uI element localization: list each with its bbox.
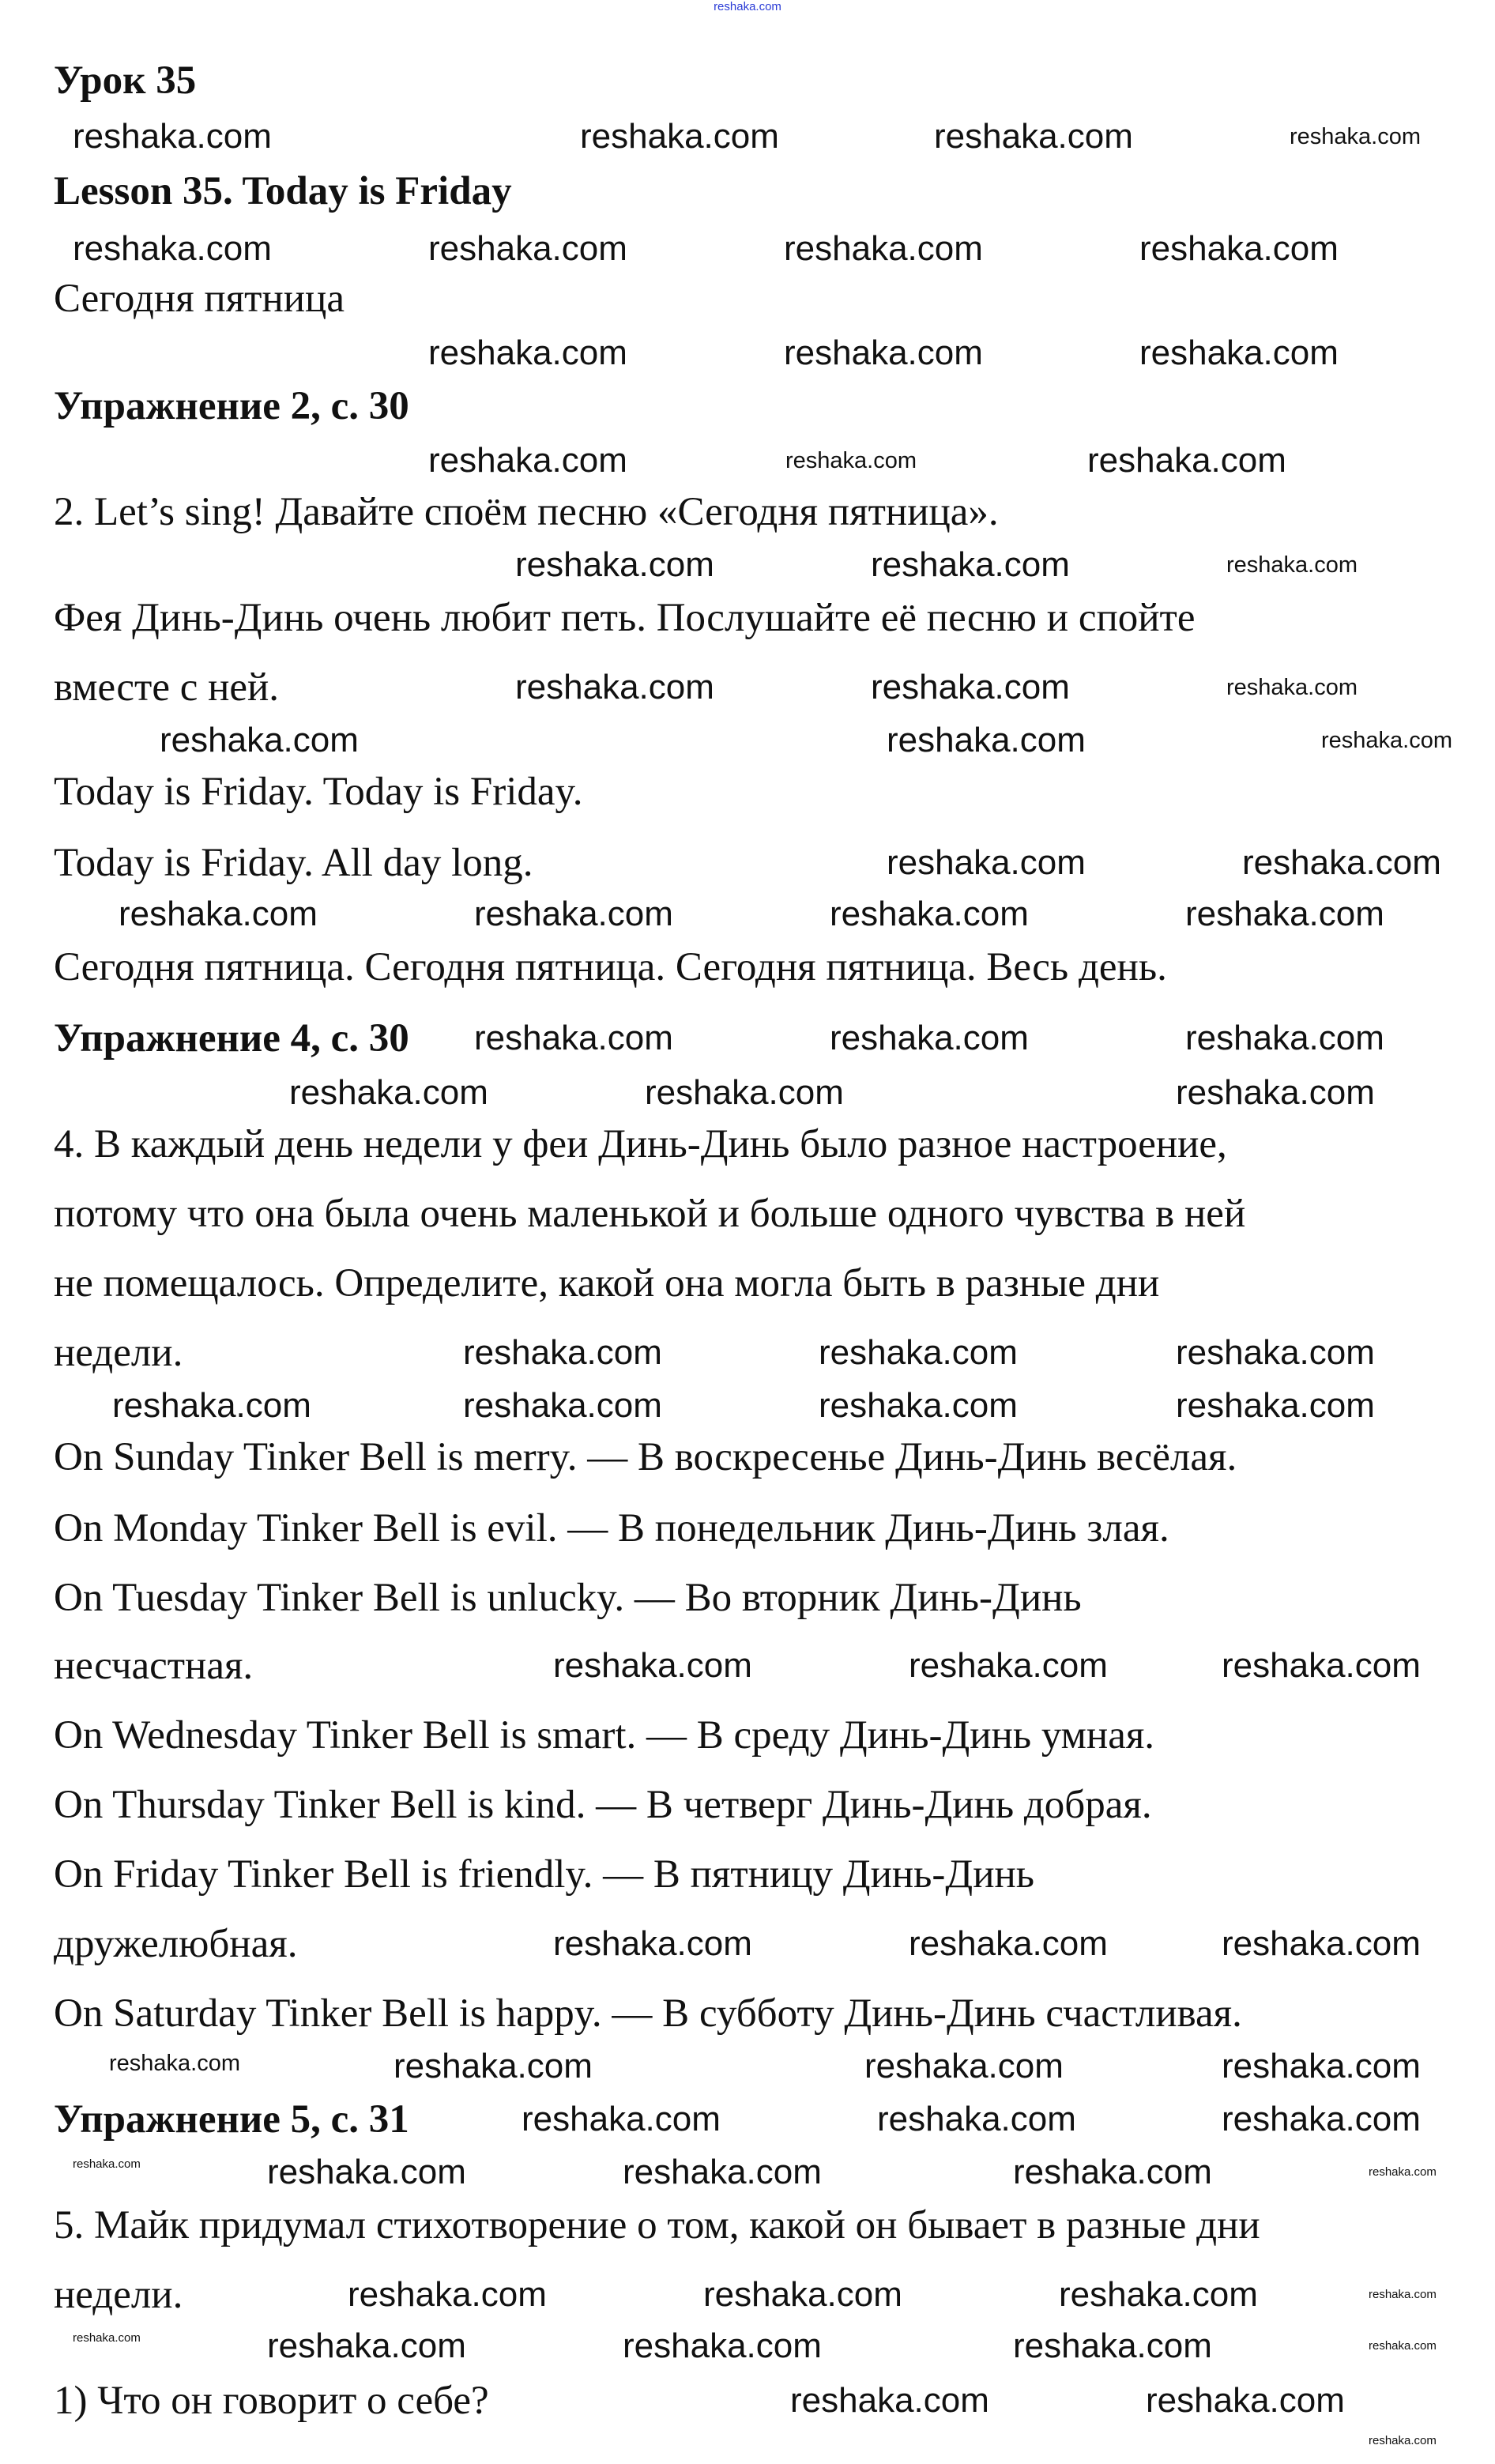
watermark: reshaka.com xyxy=(428,229,627,268)
watermark: reshaka.com xyxy=(703,2275,902,2314)
watermark: reshaka.com xyxy=(1369,2165,1437,2179)
watermark: reshaka.com xyxy=(784,333,983,372)
watermark: reshaka.com xyxy=(1087,441,1286,480)
answer-line: On Thursday Tinker Bell is kind. — В четверг Динь-Динь добрая. xyxy=(54,1783,1152,1827)
watermark: reshaka.com xyxy=(73,2331,141,2345)
watermark: reshaka.com xyxy=(1369,2434,1437,2447)
watermark: reshaka.com xyxy=(784,229,983,268)
watermark: reshaka.com xyxy=(645,1073,844,1112)
answer-line: On Tuesday Tinker Bell is unlucky. — Во вторник Динь-Динь xyxy=(54,1576,1082,1620)
watermark: reshaka.com xyxy=(1226,675,1358,700)
watermark: reshaka.com xyxy=(909,1646,1108,1685)
watermark: reshaka.com xyxy=(785,448,917,473)
watermark: reshaka.com xyxy=(1369,2288,1437,2301)
watermark: reshaka.com xyxy=(887,721,1086,759)
watermark: reshaka.com xyxy=(1222,1924,1421,1963)
song-line: Today is Friday. Today is Friday. xyxy=(54,770,583,814)
watermark: reshaka.com xyxy=(109,2051,241,2076)
watermark: reshaka.com xyxy=(394,2047,593,2085)
exercise-2-heading: Упражнение 2, с. 30 xyxy=(54,384,409,428)
watermark: reshaka.com xyxy=(1226,552,1358,578)
watermark: reshaka.com xyxy=(515,668,714,706)
watermark: reshaka.com xyxy=(267,2153,466,2191)
watermark: reshaka.com xyxy=(1242,843,1441,882)
watermark: reshaka.com xyxy=(73,229,272,268)
watermark: reshaka.com xyxy=(934,117,1133,156)
exercise-2-desc: вместе с ней. xyxy=(54,665,280,710)
watermark: reshaka.com xyxy=(877,2100,1076,2138)
exercise-4-heading: Упражнение 4, с. 30 xyxy=(54,1016,409,1061)
exercise-5-task: недели. xyxy=(54,2273,183,2317)
page-title: Урок 35 xyxy=(54,58,197,103)
watermark: reshaka.com xyxy=(1369,2339,1437,2353)
watermark: reshaka.com xyxy=(267,2326,466,2365)
answer-line: On Friday Tinker Bell is friendly. — В пятницу Динь-Динь xyxy=(54,1852,1035,1897)
watermark: reshaka.com xyxy=(1139,333,1339,372)
answer-line: On Monday Tinker Bell is evil. — В понедельник Динь-Динь злая. xyxy=(54,1506,1169,1550)
answer-line: On Wednesday Tinker Bell is smart. — В среду Динь-Динь умная. xyxy=(54,1713,1155,1758)
watermark: reshaka.com xyxy=(819,1386,1018,1425)
watermark: reshaka.com xyxy=(112,1386,311,1425)
watermark: reshaka.com xyxy=(887,843,1086,882)
song-line: Today is Friday. All day long. xyxy=(54,841,533,885)
watermark: reshaka.com xyxy=(1176,1333,1375,1372)
watermark: reshaka.com xyxy=(830,1019,1029,1057)
watermark: reshaka.com xyxy=(463,1333,662,1372)
watermark: reshaka.com xyxy=(623,2153,822,2191)
watermark: reshaka.com xyxy=(553,1646,752,1685)
watermark: reshaka.com xyxy=(463,1386,662,1425)
exercise-4-task: 4. В каждый день недели у феи Динь-Динь было разное настроение, xyxy=(54,1122,1227,1166)
watermark: reshaka.com xyxy=(73,2157,141,2171)
watermark: reshaka.com xyxy=(1290,124,1422,149)
watermark: reshaka.com xyxy=(871,668,1070,706)
watermark: reshaka.com xyxy=(160,721,359,759)
watermark: reshaka.com xyxy=(1059,2275,1258,2314)
watermark: reshaka.com xyxy=(1185,895,1384,933)
watermark: reshaka.com xyxy=(553,1924,752,1963)
answer-line: On Sunday Tinker Bell is merry. — В воскресенье Динь-Динь весёлая. xyxy=(54,1435,1237,1479)
exercise-4-task: не помещалось. Определите, какой она могла быть в разные дни xyxy=(54,1261,1160,1305)
watermark: reshaka.com xyxy=(474,1019,673,1057)
watermark: reshaka.com xyxy=(1013,2153,1212,2191)
watermark: reshaka.com xyxy=(474,895,673,933)
watermark: reshaka.com xyxy=(289,1073,488,1112)
watermark: reshaka.com xyxy=(1176,1073,1375,1112)
watermark: reshaka.com xyxy=(623,2326,822,2365)
exercise-4-task: потому что она была очень маленькой и больше одного чувства в ней xyxy=(54,1192,1246,1236)
answer-line: дружелюбная. xyxy=(54,1922,298,1966)
watermark: reshaka.com xyxy=(428,441,627,480)
watermark: reshaka.com xyxy=(73,117,272,156)
lesson-title: Lesson 35. Today is Friday xyxy=(54,169,512,213)
watermark: reshaka.com xyxy=(522,2100,721,2138)
watermark: reshaka.com xyxy=(1139,229,1339,268)
song-translation: Сегодня пятница. Сегодня пятница. Сегодня пятница. Весь день. xyxy=(54,945,1167,989)
exercise-5-question: 1) Что он говорит о себе? xyxy=(54,2379,489,2423)
watermark: reshaka.com xyxy=(1222,1646,1421,1685)
watermark: reshaka.com xyxy=(515,545,714,584)
exercise-2-desc: Фея Динь-Динь очень любит петь. Послушайте её песню и спойте xyxy=(54,596,1196,640)
watermark: reshaka.com xyxy=(830,895,1029,933)
exercise-2-task: 2. Let’s sing! Давайте споём песню «Сегодня пятница». xyxy=(54,490,999,534)
watermark: reshaka.com xyxy=(428,333,627,372)
exercise-4-task: недели. xyxy=(54,1331,183,1375)
watermark: reshaka.com xyxy=(1013,2326,1212,2365)
watermark: reshaka.com xyxy=(1222,2100,1421,2138)
watermark: reshaka.com xyxy=(1185,1019,1384,1057)
site-watermark-top: reshaka.com xyxy=(714,0,781,13)
lesson-subtitle: Сегодня пятница xyxy=(54,277,345,321)
watermark: reshaka.com xyxy=(871,545,1070,584)
answer-line: On Saturday Tinker Bell is happy. — В субботу Динь-Динь счастливая. xyxy=(54,1991,1242,2036)
watermark: reshaka.com xyxy=(909,1924,1108,1963)
watermark: reshaka.com xyxy=(819,1333,1018,1372)
exercise-5-heading: Упражнение 5, с. 31 xyxy=(54,2097,409,2142)
watermark: reshaka.com xyxy=(790,2381,989,2420)
watermark: reshaka.com xyxy=(864,2047,1064,2085)
watermark: reshaka.com xyxy=(119,895,318,933)
watermark: reshaka.com xyxy=(580,117,779,156)
exercise-5-task: 5. Майк придумал стихотворение о том, какой он бывает в разные дни xyxy=(54,2203,1260,2247)
answer-line: несчастная. xyxy=(54,1644,254,1688)
watermark: reshaka.com xyxy=(348,2275,547,2314)
watermark: reshaka.com xyxy=(1321,728,1453,753)
watermark: reshaka.com xyxy=(1146,2381,1345,2420)
watermark: reshaka.com xyxy=(1176,1386,1375,1425)
watermark: reshaka.com xyxy=(1222,2047,1421,2085)
